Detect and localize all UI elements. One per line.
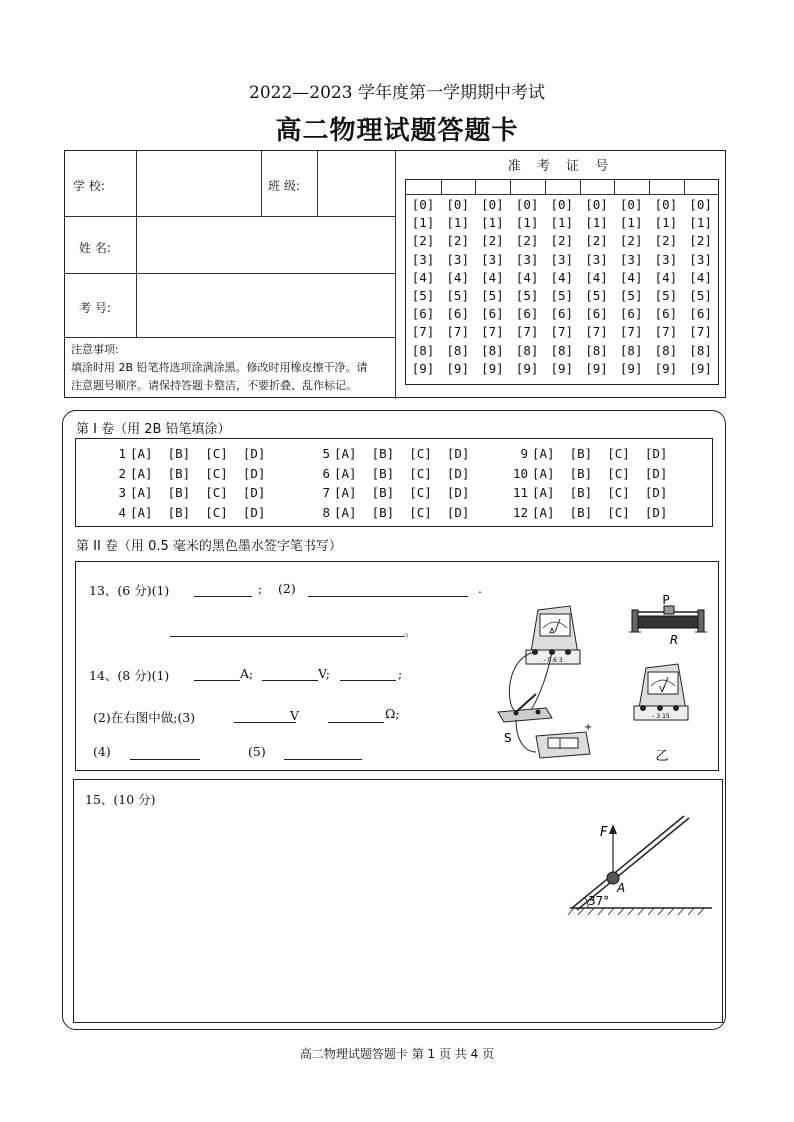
admission-digit[interactable]: [2] (550, 233, 574, 249)
voltmeter-icon (634, 664, 688, 720)
admission-digit[interactable]: [9] (550, 360, 574, 376)
mc-question (308, 446, 469, 461)
admission-digit[interactable]: [0] (689, 197, 712, 212)
admission-digit[interactable]: [3] (689, 251, 712, 267)
mc-question (104, 505, 265, 520)
mc-question-number: 7 (322, 485, 330, 500)
admission-digit[interactable]: [8] (654, 342, 678, 358)
admission-digit[interactable]: [3] (585, 251, 608, 267)
rheostat-r: R (669, 633, 679, 647)
admission-digit[interactable]: [9] (411, 360, 435, 376)
mc-question (506, 485, 667, 500)
point-label: A (617, 881, 626, 895)
admission-column-1 (406, 196, 440, 378)
admission-digit[interactable]: [7] (481, 324, 504, 340)
ground-hatch (568, 908, 704, 915)
q15-box (73, 779, 723, 1023)
q14-unit-v: V; (318, 666, 330, 681)
q13-label: 13、(6 分)(1) (89, 583, 170, 598)
mc-question-number: 4 (118, 504, 126, 520)
force-label: F (600, 825, 608, 840)
q14-line2: (2)在右图中做;(3) (93, 710, 196, 725)
admission-digit[interactable]: [9] (446, 360, 469, 376)
admission-digit[interactable]: [0] (446, 197, 469, 212)
admission-digit[interactable]: [5] (654, 288, 678, 304)
mc-question (308, 466, 469, 481)
admission-digit[interactable]: [6] (550, 306, 574, 322)
mc-question (104, 485, 265, 500)
voltmeter-scale: - 3 15 (652, 713, 670, 720)
admission-digit[interactable]: [6] (654, 306, 678, 322)
admission-digit[interactable]: [4] (689, 269, 712, 285)
admission-digit[interactable]: [4] (515, 269, 539, 285)
exam-no-label: 考 号: (79, 301, 111, 315)
admission-digit[interactable]: [1] (515, 215, 539, 231)
admission-digit[interactable]: [1] (654, 215, 678, 231)
incline-figure (554, 810, 716, 922)
admission-title: 准 考 证 号 (507, 159, 615, 174)
admission-digit[interactable]: [3] (654, 251, 678, 267)
mc-options[interactable]: [A] [B] [C] [D] (130, 446, 266, 461)
admission-digit[interactable]: [6] (411, 306, 435, 322)
admission-digit[interactable]: [9] (481, 360, 504, 376)
admission-digit[interactable]: [0] (585, 197, 608, 212)
q14-part4-label: (4) (93, 744, 111, 759)
exam-no-field[interactable] (137, 274, 394, 336)
admission-digit[interactable]: [8] (585, 342, 608, 358)
mc-question-number: 6 (322, 465, 330, 481)
q13-answer-1[interactable] (194, 596, 252, 597)
admission-digit[interactable]: [2] (654, 233, 678, 249)
admission-digit[interactable]: [4] (619, 269, 643, 285)
q13-answer-2[interactable] (308, 596, 468, 597)
admission-column-3 (475, 196, 509, 378)
admission-digit[interactable]: [9] (654, 360, 678, 376)
mc-options[interactable]: [A] [B] [C] [D] (532, 504, 668, 520)
admission-digit[interactable]: [5] (585, 288, 608, 304)
mc-question-number: 10 (512, 465, 528, 481)
q14-unit-a: A; (240, 666, 254, 681)
rheostat-icon (629, 593, 707, 647)
part2-title: 第 II 卷（用 0.5 毫米的黑色墨水签字笔书写） (76, 539, 342, 554)
mc-question-number: 9 (520, 446, 528, 461)
admission-digit[interactable]: [1] (446, 215, 469, 231)
info-table (64, 150, 726, 398)
admission-digit[interactable]: [7] (515, 324, 539, 340)
admission-digit[interactable]: [7] (446, 324, 469, 340)
admission-digit[interactable]: [2] (689, 233, 712, 249)
admission-grid (405, 179, 719, 385)
admission-digit[interactable]: [5] (446, 288, 469, 304)
admission-digit[interactable]: [0] (619, 197, 643, 212)
card-title: 高二物理试题答题卡 (275, 116, 519, 146)
school-label: 学 校: (73, 179, 105, 193)
q14-answer-3[interactable] (340, 680, 396, 681)
admission-digit[interactable]: [6] (689, 306, 712, 322)
admission-digit[interactable]: [6] (515, 306, 539, 322)
admission-digit[interactable]: [7] (411, 324, 435, 340)
admission-digit[interactable]: [9] (619, 360, 643, 376)
mc-question (506, 446, 667, 461)
admission-digit[interactable]: [7] (585, 324, 608, 340)
admission-digit[interactable]: [4] (446, 269, 469, 285)
admission-digit[interactable]: [2] (411, 233, 435, 249)
mc-question (308, 505, 469, 520)
admission-digit[interactable]: [0] (515, 197, 539, 212)
circuit-figure (486, 593, 716, 770)
exam-title: 2022—2023 学年度第一学期期中考试 (249, 83, 545, 103)
admission-digit[interactable]: [6] (619, 306, 643, 322)
mc-question-number: 12 (512, 504, 528, 520)
q14-answer-7[interactable] (284, 759, 362, 760)
class-field[interactable] (318, 152, 394, 215)
mc-question (104, 466, 265, 481)
switch-label: S (504, 731, 512, 745)
mc-question-number: 3 (118, 485, 126, 500)
notice-title: 注意事项: (71, 343, 119, 356)
admission-digit[interactable]: [7] (689, 324, 712, 340)
notice (71, 341, 368, 395)
q14-answer-4[interactable] (234, 722, 296, 723)
admission-column-8 (649, 196, 683, 378)
mc-box (75, 438, 713, 527)
q14-part5-label: (5) (248, 744, 266, 759)
admission-digit[interactable]: [9] (515, 360, 539, 376)
ammeter-icon (526, 606, 580, 664)
admission-column-4 (510, 196, 544, 378)
notice-line-1: 填涂时用 2B 铅笔将选项涂满涂黑。修改时用橡皮擦干净。请 (71, 361, 368, 374)
mc-question (104, 446, 265, 461)
admission-column-9 (684, 196, 718, 378)
mc-options[interactable]: [A] [B] [C] [D] (334, 485, 470, 500)
admission-digit[interactable]: [2] (446, 233, 469, 249)
mc-question-number: 2 (118, 465, 126, 481)
admission-digit[interactable]: [2] (585, 233, 608, 249)
q14-unit-v2: V (290, 708, 300, 723)
q15-label: 15、(10 分) (85, 792, 156, 807)
admission-digit[interactable]: [5] (689, 288, 712, 304)
ammeter-scale: - 0.6 3 (543, 657, 563, 664)
q13-end: . (478, 581, 482, 596)
notice-line-2: 注意题号顺序。请保持答题卡整洁，不要折叠、乱作标记。 (71, 379, 357, 392)
admission-digit[interactable]: [3] (619, 251, 643, 267)
mc-options[interactable]: [A] [B] [C] [D] (532, 485, 668, 500)
admission-digit[interactable]: [2] (481, 233, 504, 249)
admission-digit[interactable]: [3] (481, 251, 504, 267)
admission-digit[interactable]: [4] (550, 269, 574, 285)
angle-label: 37° (588, 894, 610, 908)
admission-column-7 (614, 196, 648, 378)
admission-digit[interactable]: [3] (411, 251, 435, 267)
admission-digit[interactable]: [4] (411, 269, 435, 285)
admission-digit[interactable]: [4] (654, 269, 678, 285)
admission-digit[interactable]: [1] (550, 215, 574, 231)
admission-digit[interactable]: [6] (481, 306, 504, 322)
mc-question-number: 11 (512, 485, 528, 500)
q14-semi: ; (398, 666, 403, 681)
figure-label: 乙 (655, 749, 669, 764)
class-label: 班 级: (268, 179, 300, 193)
admission-digit[interactable]: [6] (446, 306, 469, 322)
admission-digit[interactable]: [3] (550, 251, 574, 267)
mc-options[interactable]: [A] [B] [C] [D] (334, 465, 470, 481)
admission-digit[interactable]: [6] (585, 306, 608, 322)
mc-options[interactable]: [A] [B] [C] [D] (532, 446, 668, 461)
admission-digit[interactable]: [4] (585, 269, 608, 285)
admission-digit[interactable]: [9] (585, 360, 608, 376)
admission-digit[interactable]: [8] (689, 342, 712, 358)
q13-answer-3[interactable] (170, 636, 404, 637)
mc-question-number: 1 (118, 446, 126, 461)
admission-digit[interactable]: [5] (619, 288, 643, 304)
admission-digit[interactable]: [5] (481, 288, 504, 304)
force-arrow-icon (609, 824, 617, 834)
q13-sep: ; (258, 581, 263, 596)
voltmeter-letter: V (659, 685, 665, 694)
q14-label: 14、(8 分)(1) (89, 668, 170, 683)
admission-digit[interactable]: [0] (411, 197, 435, 212)
name-field[interactable] (137, 217, 394, 272)
admission-column-2 (441, 196, 475, 378)
q14-answer-5[interactable] (328, 722, 384, 723)
name-label: 姓 名: (79, 241, 111, 255)
admission-digit[interactable]: [3] (515, 251, 539, 267)
admission-column-6 (580, 196, 614, 378)
admission-digit[interactable]: [9] (689, 360, 712, 376)
admission-digit[interactable]: [8] (515, 342, 539, 358)
battery-icon (536, 722, 592, 758)
q13-end2: 。 (404, 624, 417, 639)
battery-plus: + (584, 722, 593, 733)
mc-question (506, 466, 667, 481)
ammeter-letter: A (549, 627, 555, 636)
mc-options[interactable]: [A] [B] [C] [D] (130, 485, 266, 500)
q14-answer-6[interactable] (130, 759, 200, 760)
q13-part2-label: (2) (278, 581, 296, 596)
q14-answer-2[interactable] (262, 680, 318, 681)
admission-digit[interactable]: [7] (619, 324, 643, 340)
admission-digit[interactable]: [4] (481, 269, 504, 285)
admission-digit[interactable]: [1] (619, 215, 643, 231)
part1-title: 第 I 卷（用 2B 铅笔填涂） (76, 422, 231, 437)
q14-unit-ohm: Ω; (385, 706, 400, 721)
admission-digit[interactable]: [7] (654, 324, 678, 340)
q13-q14-box (75, 561, 719, 771)
admission-digit[interactable]: [1] (689, 215, 712, 231)
mc-options[interactable]: [A] [B] [C] [D] (532, 465, 668, 481)
admission-digit[interactable]: [2] (515, 233, 539, 249)
admission-digit[interactable]: [8] (446, 342, 469, 358)
admission-digit[interactable]: [1] (585, 215, 608, 231)
rheostat-p: P (662, 593, 670, 607)
admission-digit[interactable]: [0] (481, 197, 504, 212)
admission-digit[interactable]: [8] (619, 342, 643, 358)
admission-column-5 (545, 196, 579, 378)
mc-question (506, 505, 667, 520)
admission-digit[interactable]: [5] (550, 288, 574, 304)
q14-answer-1[interactable] (194, 680, 240, 681)
admission-digit[interactable]: [2] (619, 233, 643, 249)
admission-digit[interactable]: [5] (515, 288, 539, 304)
mc-options[interactable]: [A] [B] [C] [D] (334, 446, 470, 461)
footer: 高二物理试题答题卡 第 1 页 共 4 页 (299, 1047, 495, 1061)
admission-digit[interactable]: [8] (550, 342, 574, 358)
mc-question-number: 5 (322, 446, 330, 461)
admission-digit[interactable]: [0] (654, 197, 678, 212)
admission-digit[interactable]: [5] (411, 288, 435, 304)
admission-digit[interactable]: [8] (481, 342, 504, 358)
admission-digit[interactable]: [8] (411, 342, 435, 358)
mc-options[interactable]: [A] [B] [C] [D] (130, 465, 266, 481)
admission-digit[interactable]: [1] (481, 215, 504, 231)
admission-digit[interactable]: [3] (446, 251, 469, 267)
admission-digit[interactable]: [0] (550, 197, 574, 212)
mc-question (308, 485, 469, 500)
mc-options[interactable]: [A] [B] [C] [D] (334, 504, 470, 520)
admission-digit[interactable]: [7] (550, 324, 574, 340)
mc-options[interactable]: [A] [B] [C] [D] (130, 504, 266, 520)
admission-digit[interactable]: [1] (411, 215, 435, 231)
school-field[interactable] (137, 152, 260, 215)
mc-question-number: 8 (322, 504, 330, 520)
answer-area (62, 410, 726, 1030)
